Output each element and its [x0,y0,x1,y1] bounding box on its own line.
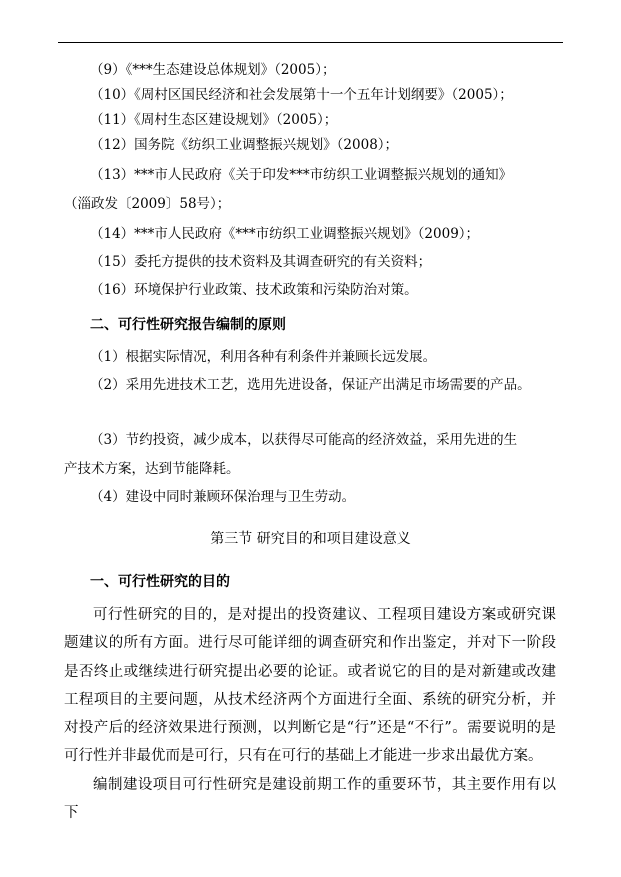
header-rule [58,42,563,43]
reference-item-9: （9）《***生态建设总体规划》（2005）； [90,62,336,78]
reference-item-11: （11）《周村生态区建设规划》（2005）； [90,112,338,128]
reference-item-12: （12）国务院《纺织工业调整振兴规划》（2008）； [90,137,399,153]
reference-item-10: （10）《周村区国民经济和社会发展第十一个五年计划纲要》（2005）； [90,87,513,103]
reference-item-15: （15）委托方提供的技术资料及其调查研究的有关资料； [90,254,432,270]
principle-item-2: （2）采用先进技术工艺，选用先进设备，保证产出满足市场需要的产品。 [90,377,531,393]
body-text [64,601,556,827]
section-title: 第三节 研究目的和项目建设意义 [210,531,411,547]
reference-item-13: （13）***市人民政府《关于印发***市纺织工业调整振兴规划的通知》 [90,167,513,183]
role-paragraph: 编制建设项目可行性研究是建设前期工作的重要环节，其主要作用有以下 [64,776,556,822]
purpose-paragraph: 可行性研究的目的，是对提出的投资建议、工程项目建设方案或研究课题建议的所有方面。进行尽可能详细的调查研究和作出鉴定，并对下一阶段是否终止或继续进行研究提出必要的论证。或者说它的目的是对新建或改建工程项目的主要问题，从技术经济两个方面进行全面、系统的研究分析，并对投产后的经济效果进行预测，以判断它是“行”还是“不行”。需要说明的是可行性并非最优而是可行，只有在可行的基础上才能进一步求出最优方案。 [64,607,556,765]
principle-item-4: （4）建设中同时兼顾环保治理与卫生劳动。 [90,489,356,505]
principle-item-3: （3）节约投资，减少成本，以获得尽可能高的经济效益，采用先进的生 [90,432,518,448]
principle-item-1: （1）根据实际情况，利用各种有利条件并兼顾长远发展。 [90,349,437,365]
reference-item-13-cont: （淄政发〔2009〕58号）； [64,196,231,212]
reference-item-16: （16）环境保护行业政策、技术政策和污染防治对策。 [90,282,418,298]
principles-heading: 二、可行性研究报告编制的原则 [90,317,286,333]
purpose-heading: 一、可行性研究的目的 [90,574,230,590]
reference-item-14: （14）***市人民政府《***市纺织工业调整振兴规划》（2009）； [90,226,480,242]
principle-item-3-cont: 产技术方案，达到节能降耗。 [64,461,240,477]
